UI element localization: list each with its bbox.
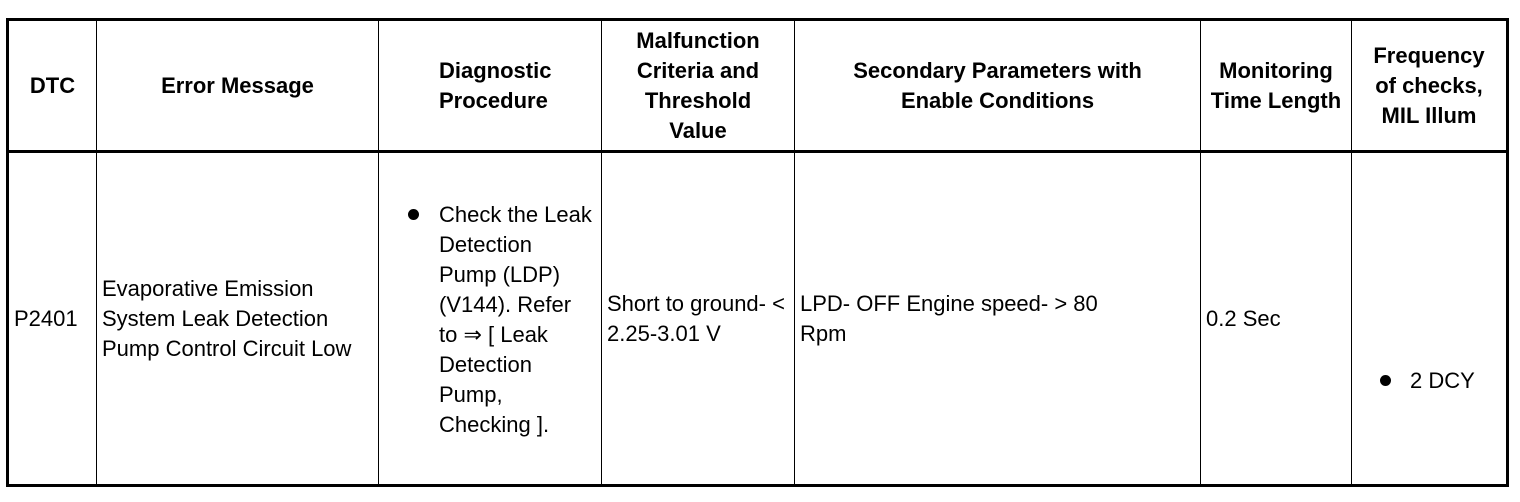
dtc-table <box>6 18 1509 487</box>
frequency-list-item <box>1357 366 1506 396</box>
header-frequency: Frequency of checks, MIL Illum <box>1352 20 1508 152</box>
cell-secondary-parameters: LPD- OFF Engine speed- > 80 Rpm <box>795 152 1201 486</box>
table-row <box>8 152 1508 486</box>
header-monitoring-time: Monitoring Time Length <box>1201 20 1352 152</box>
cell-error-message: Evaporative Emission System Leak Detection Pump Control Circuit Low <box>97 152 379 486</box>
header-diagnostic-procedure: Diagnostic Procedure <box>379 20 602 152</box>
bullet-icon <box>408 209 419 220</box>
procedure-text: Check the Leak Detection Pump (LDP) (V144). Refer to ⇒ [ Leak Detection Pump, Checking ]. <box>439 201 592 437</box>
header-secondary-parameters: Secondary Parameters with Enable Conditions <box>795 20 1201 152</box>
procedure-list-item <box>384 200 601 440</box>
cell-diagnostic-procedure <box>379 152 602 486</box>
cell-monitoring-time: 0.2 Sec <box>1201 152 1352 486</box>
header-malfunction-criteria: Malfunction Criteria and Threshold Value <box>602 20 795 152</box>
cell-frequency <box>1352 152 1508 486</box>
header-dtc: DTC <box>8 20 97 152</box>
cell-malfunction-criteria: Short to ground- < 2.25-3.01 V <box>602 152 795 486</box>
frequency-list <box>1357 366 1506 396</box>
header-error-message: Error Message <box>97 20 379 152</box>
frequency-text: 2 DCY <box>1410 368 1475 393</box>
cell-dtc: P2401 <box>8 152 97 486</box>
table-header-row <box>8 20 1508 152</box>
bullet-icon <box>1380 375 1391 386</box>
procedure-list <box>384 200 601 440</box>
